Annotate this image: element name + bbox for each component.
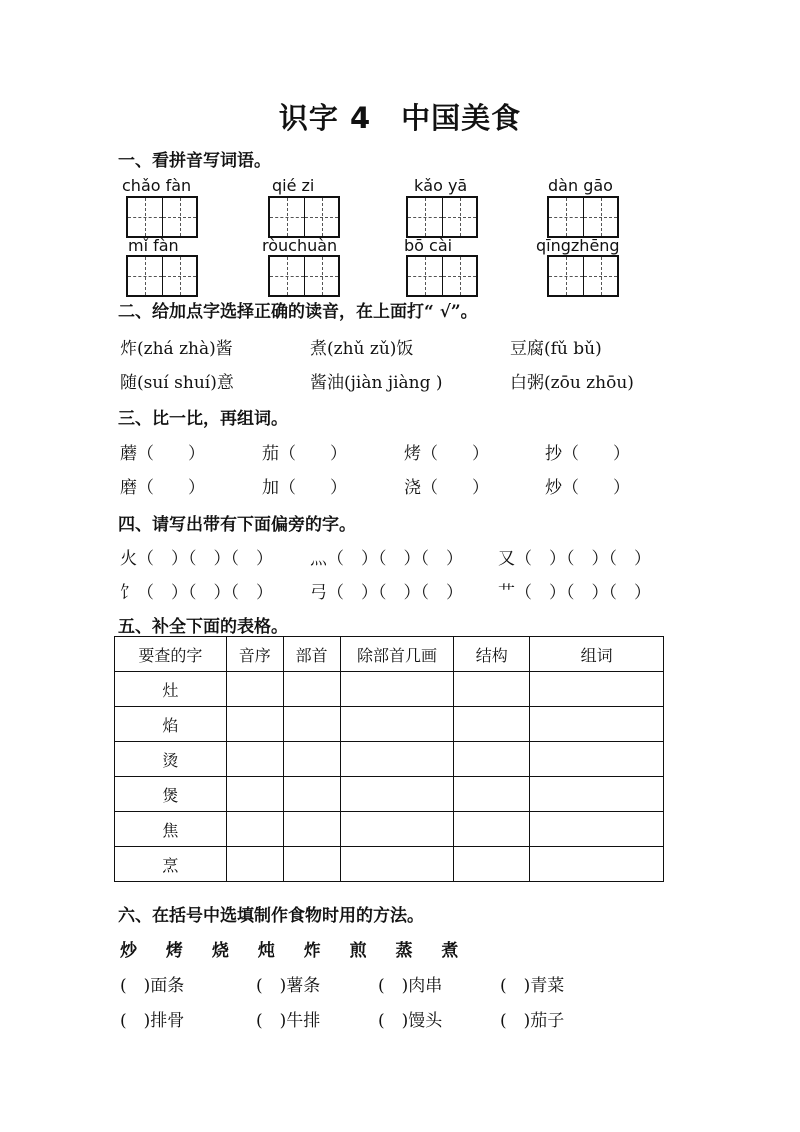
table-cell[interactable] [226,777,283,812]
table-header: 组词 [530,637,664,672]
table-cell[interactable] [226,707,283,742]
pronunciation-item[interactable]: 酱油(jiàn jiàng ) [310,373,443,393]
fill-item[interactable]: ( )牛排 [256,1011,321,1031]
section-4-heading: 四、请写出带有下面偏旁的字。 [118,515,356,535]
compare-item[interactable]: 烤（ ） [404,444,489,464]
pinyin-label: bō cài [404,236,453,255]
writing-grid[interactable] [268,255,340,297]
table-cell[interactable] [530,707,664,742]
table-cell[interactable] [283,812,340,847]
table-header: 部首 [283,637,340,672]
table-cell[interactable] [454,707,530,742]
fill-item[interactable]: ( )肉串 [378,976,443,996]
table-header: 结构 [454,637,530,672]
compare-item[interactable]: 炒（ ） [545,478,630,498]
pronunciation-item[interactable]: 随(suí shuí)意 [120,373,234,393]
pronunciation-item[interactable]: 炸(zhá zhà)酱 [120,339,233,359]
table-header-row [115,637,664,672]
section-1-heading: 一、看拼音写词语。 [118,151,271,171]
writing-grid[interactable] [268,196,340,238]
compare-item[interactable]: 蘑（ ） [120,444,205,464]
table-row [115,742,664,777]
fill-item[interactable]: ( )青菜 [500,976,565,996]
table-header: 音序 [226,637,283,672]
table-cell[interactable] [530,847,664,882]
table-cell[interactable] [283,847,340,882]
compare-item[interactable]: 浇（ ） [404,478,489,498]
writing-grid[interactable] [547,196,619,238]
table-cell[interactable] [283,777,340,812]
compare-item[interactable]: 茄（ ） [262,444,347,464]
fill-item[interactable]: ( )排骨 [120,1011,185,1031]
table-char: 烹 [115,847,227,882]
dictionary-table [114,636,664,882]
writing-grid[interactable] [126,196,198,238]
radical-item[interactable]: 灬（ ）（ ）（ ） [310,549,463,569]
section-5-heading: 五、补全下面的表格。 [118,617,288,637]
table-row [115,777,664,812]
pinyin-label: kǎo yā [414,176,468,195]
page-title: 识字 4 中国美食 [278,101,522,135]
table-cell[interactable] [226,847,283,882]
pronunciation-item[interactable]: 豆腐(fǔ bǔ) [510,339,602,359]
table-cell[interactable] [530,812,664,847]
pronunciation-item[interactable]: 煮(zhǔ zǔ)饭 [310,339,414,359]
table-char: 烫 [115,742,227,777]
table-cell[interactable] [226,672,283,707]
writing-grid[interactable] [406,255,478,297]
pronunciation-item[interactable]: 白粥(zōu zhōu) [510,373,634,393]
table-char: 灶 [115,672,227,707]
section-3-heading: 三、比一比，再组词。 [118,409,288,429]
table-row [115,672,664,707]
compare-item[interactable]: 磨（ ） [120,478,205,498]
table-cell[interactable] [226,812,283,847]
table-header: 要查的字 [115,637,227,672]
pinyin-label: ròuchuàn [262,236,338,255]
writing-grid[interactable] [126,255,198,297]
section-6-heading: 六、在括号中选填制作食物时用的方法。 [118,906,424,926]
table-cell[interactable] [283,707,340,742]
table-char: 煲 [115,777,227,812]
table-cell[interactable] [283,672,340,707]
table-row [115,812,664,847]
fill-item[interactable]: ( )面条 [120,976,185,996]
compare-item[interactable]: 抄（ ） [545,444,630,464]
table-cell[interactable] [454,777,530,812]
table-cell[interactable] [340,847,454,882]
radical-item[interactable]: 饣（ ）（ ）（ ） [120,583,273,603]
table-char: 焦 [115,812,227,847]
table-cell[interactable] [530,777,664,812]
fill-item[interactable]: ( )茄子 [500,1011,565,1031]
table-header: 除部首几画 [340,637,454,672]
fill-item[interactable]: ( )馒头 [378,1011,443,1031]
table-cell[interactable] [454,812,530,847]
radical-item[interactable]: 又（ ）（ ）（ ） [498,549,651,569]
radical-item[interactable]: 火（ ）（ ）（ ） [120,549,273,569]
table-cell[interactable] [530,672,664,707]
table-cell[interactable] [454,672,530,707]
writing-grid[interactable] [406,196,478,238]
pinyin-label: dàn gāo [548,176,613,195]
compare-item[interactable]: 加（ ） [262,478,347,498]
table-cell[interactable] [340,777,454,812]
table-cell[interactable] [226,742,283,777]
table-char: 焰 [115,707,227,742]
pinyin-label: qié zi [272,176,315,195]
table-cell[interactable] [454,847,530,882]
table-cell[interactable] [283,742,340,777]
pinyin-label: mǐ fàn [128,236,179,255]
table-cell[interactable] [340,812,454,847]
pinyin-label: chǎo fàn [122,176,192,195]
fill-item[interactable]: ( )薯条 [256,976,321,996]
cooking-methods: 炒 烤 烧 炖 炸 煎 蒸 煮 [120,941,461,961]
table-row [115,707,664,742]
pinyin-label: qīngzhēng [536,236,620,255]
radical-item[interactable]: 艹（ ）（ ）（ ） [498,583,651,603]
table-cell[interactable] [530,742,664,777]
table-cell[interactable] [454,742,530,777]
table-row [115,847,664,882]
table-cell[interactable] [340,742,454,777]
table-cell[interactable] [340,672,454,707]
writing-grid[interactable] [547,255,619,297]
table-cell[interactable] [340,707,454,742]
radical-item[interactable]: 弓（ ）（ ）（ ） [310,583,463,603]
section-2-heading: 二、给加点字选择正确的读音，在上面打“ √”。 [118,302,478,322]
